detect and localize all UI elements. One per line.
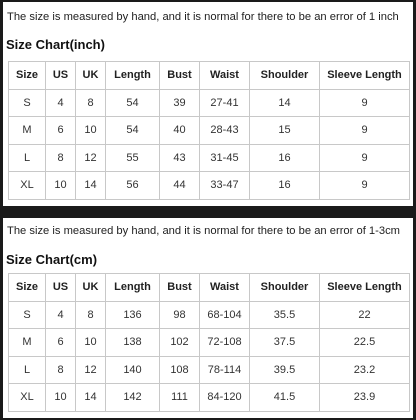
table-row <box>9 89 410 117</box>
table-cell: 40 <box>160 117 200 145</box>
table-cell: 56 <box>106 172 160 200</box>
table-cell: 22.5 <box>320 329 410 357</box>
table-cell: S <box>9 301 46 329</box>
table-cell: 111 <box>160 384 200 412</box>
table-cell: 14 <box>250 89 320 117</box>
table-cell: 16 <box>250 172 320 200</box>
chart-title: Size Chart(inch) <box>6 37 105 52</box>
table-cell: 54 <box>106 89 160 117</box>
measurement-note: The size is measured by hand, and it is normal for there to be an error of 1-3cm <box>7 225 400 237</box>
table-cell: 10 <box>46 172 76 200</box>
column-header: US <box>46 274 76 302</box>
inch-size-chart-panel <box>3 2 413 206</box>
table-cell: S <box>9 89 46 117</box>
column-header: Waist <box>200 274 250 302</box>
table-cell: 9 <box>320 117 410 145</box>
table-cell: XL <box>9 172 46 200</box>
size-table <box>8 273 410 412</box>
table-cell: M <box>9 329 46 357</box>
column-header: UK <box>76 274 106 302</box>
table-cell: 84-120 <box>200 384 250 412</box>
table-cell: 22 <box>320 301 410 329</box>
table-cell: 78-114 <box>200 356 250 384</box>
table-cell: 54 <box>106 117 160 145</box>
table-cell: 10 <box>76 117 106 145</box>
column-header: Size <box>9 62 46 90</box>
table-cell: 6 <box>46 117 76 145</box>
column-header: Shoulder <box>250 62 320 90</box>
table-cell: 8 <box>46 356 76 384</box>
table-cell: 68-104 <box>200 301 250 329</box>
table-cell: M <box>9 117 46 145</box>
table-cell: 4 <box>46 89 76 117</box>
table-cell: 8 <box>46 144 76 172</box>
table-row <box>9 117 410 145</box>
column-header: Bust <box>160 274 200 302</box>
table-cell: 10 <box>46 384 76 412</box>
table-row <box>9 384 410 412</box>
table-row <box>9 144 410 172</box>
column-header: UK <box>76 62 106 90</box>
table-cell: 12 <box>76 144 106 172</box>
table-cell: 14 <box>76 384 106 412</box>
table-cell: 4 <box>46 301 76 329</box>
size-table <box>8 61 410 200</box>
chart-title: Size Chart(cm) <box>6 252 98 267</box>
table-cell: 16 <box>250 144 320 172</box>
table-cell: 142 <box>106 384 160 412</box>
table-cell: 33-47 <box>200 172 250 200</box>
table-cell: 8 <box>76 301 106 329</box>
table-header-row <box>9 274 410 302</box>
table-cell: 28-43 <box>200 117 250 145</box>
table-cell: 43 <box>160 144 200 172</box>
table-row <box>9 329 410 357</box>
table-cell: 72-108 <box>200 329 250 357</box>
measurement-note: The size is measured by hand, and it is normal for there to be an error of 1 inch <box>7 11 399 23</box>
table-cell: 39.5 <box>250 356 320 384</box>
table-row <box>9 172 410 200</box>
table-cell: 136 <box>106 301 160 329</box>
column-header: US <box>46 62 76 90</box>
table-cell: 55 <box>106 144 160 172</box>
table-row <box>9 356 410 384</box>
table-cell: L <box>9 144 46 172</box>
column-header: Size <box>9 274 46 302</box>
table-cell: 102 <box>160 329 200 357</box>
table-cell: 10 <box>76 329 106 357</box>
column-header: Sleeve Length <box>320 62 410 90</box>
table-cell: XL <box>9 384 46 412</box>
table-cell: 9 <box>320 144 410 172</box>
table-cell: 108 <box>160 356 200 384</box>
table-cell: 9 <box>320 89 410 117</box>
column-header: Waist <box>200 62 250 90</box>
column-header: Bust <box>160 62 200 90</box>
table-cell: 6 <box>46 329 76 357</box>
table-cell: L <box>9 356 46 384</box>
column-header: Length <box>106 62 160 90</box>
table-cell: 14 <box>76 172 106 200</box>
table-cell: 44 <box>160 172 200 200</box>
table-cell: 41.5 <box>250 384 320 412</box>
table-cell: 23.2 <box>320 356 410 384</box>
table-header-row <box>9 62 410 90</box>
table-cell: 138 <box>106 329 160 357</box>
table-cell: 31-45 <box>200 144 250 172</box>
table-cell: 15 <box>250 117 320 145</box>
table-cell: 37.5 <box>250 329 320 357</box>
column-header: Sleeve Length <box>320 274 410 302</box>
table-cell: 12 <box>76 356 106 384</box>
table-cell: 35.5 <box>250 301 320 329</box>
table-cell: 39 <box>160 89 200 117</box>
column-header: Shoulder <box>250 274 320 302</box>
cm-size-chart-panel <box>3 218 413 418</box>
table-row <box>9 301 410 329</box>
table-cell: 23.9 <box>320 384 410 412</box>
table-cell: 8 <box>76 89 106 117</box>
table-cell: 98 <box>160 301 200 329</box>
table-cell: 9 <box>320 172 410 200</box>
column-header: Length <box>106 274 160 302</box>
table-cell: 140 <box>106 356 160 384</box>
table-cell: 27-41 <box>200 89 250 117</box>
